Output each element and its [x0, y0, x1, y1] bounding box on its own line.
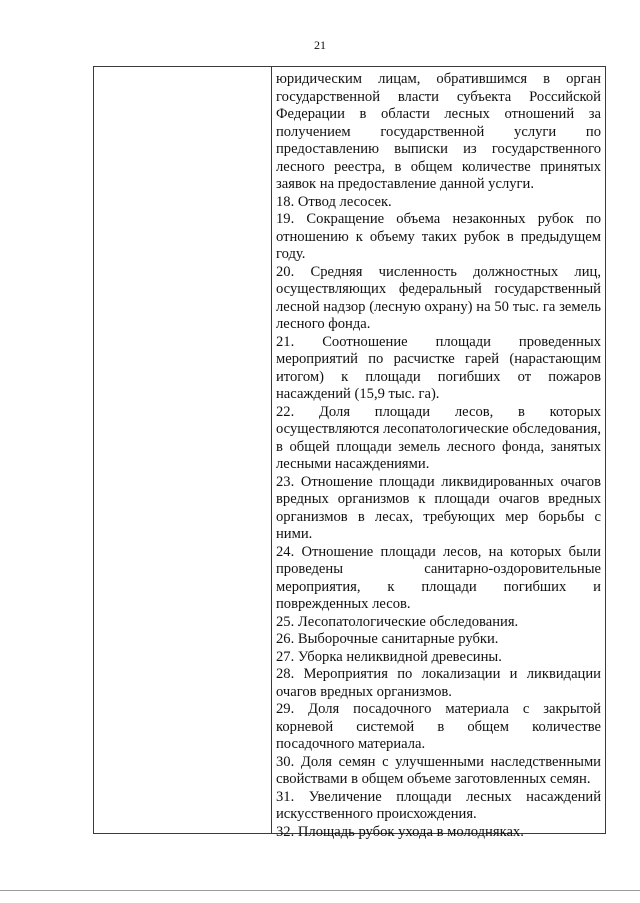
indicator-continuation: юридическим лицам, обратившимся в орган государственной власти субъекта Российской Федерации в области лесных отношений за получением государственной услуги по предоставлению выписки из государственного лесного реестра, в общем количестве принятых заявок на предоставление данной услуги. — [276, 71, 601, 192]
column-divider — [271, 67, 272, 833]
indicator-21: 21. Соотношение площади проведенных мероприятий по расчистке гарей (нарастающим итогом) к площади погибших от пожаров насаждений (15,9 тыс. га). — [276, 333, 601, 402]
indicator-30: 30. Доля семян с улучшенными наследственными свойствами в общем объеме заготовленных семян. — [276, 753, 601, 787]
indicator-32: 32. Площадь рубок ухода в молодняках. — [276, 823, 524, 840]
page-number: 21 — [314, 38, 326, 52]
indicator-31: 31. Увеличение площади лесных насаждений искусственного происхождения. — [276, 788, 601, 822]
indicator-19: 19. Сокращение объема незаконных рубок по отношению к объему таких рубок в предыдущем году. — [276, 211, 601, 262]
indicator-22: 22. Доля площади лесов, в которых осуществляются лесопатологические обследования, в общей площади земель лесного фонда, занятых лесными насаждениями. — [276, 403, 601, 472]
indicator-28: 28. Мероприятия по локализации и ликвидации очагов вредных организмов. — [276, 666, 601, 700]
indicator-26: 26. Выборочные санитарные рубки. — [276, 631, 499, 647]
indicator-18: 18. Отвод лесосек. — [276, 193, 392, 210]
indicator-29: 29. Доля посадочного материала с закрытой корневой системой в общем количестве посадочного материала. — [276, 701, 601, 752]
indicator-23: 23. Отношение площади ликвидированных очагов вредных организмов к площади очагов вредных организмов в лесах, требующих мер борьбы с ними. — [276, 473, 601, 542]
page-bottom-rule — [0, 890, 640, 891]
indicators-cell — [276, 71, 601, 841]
indicator-25: 25. Лесопатологические обследования. — [276, 613, 519, 630]
indicator-20: 20. Средняя численность должностных лиц, осуществляющих федеральный государственный лесной надзор (лесную охрану) на 50 тыс. га земель лесного фонда. — [276, 263, 601, 332]
document-table — [93, 66, 606, 840]
indicator-27: 27. Уборка неликвидной древесины. — [276, 648, 502, 665]
indicator-24: 24. Отношение площади лесов, на которых были проведены санитарно-оздоровительные мероприятия, к площади погибших и поврежденных лесов. — [276, 543, 601, 612]
